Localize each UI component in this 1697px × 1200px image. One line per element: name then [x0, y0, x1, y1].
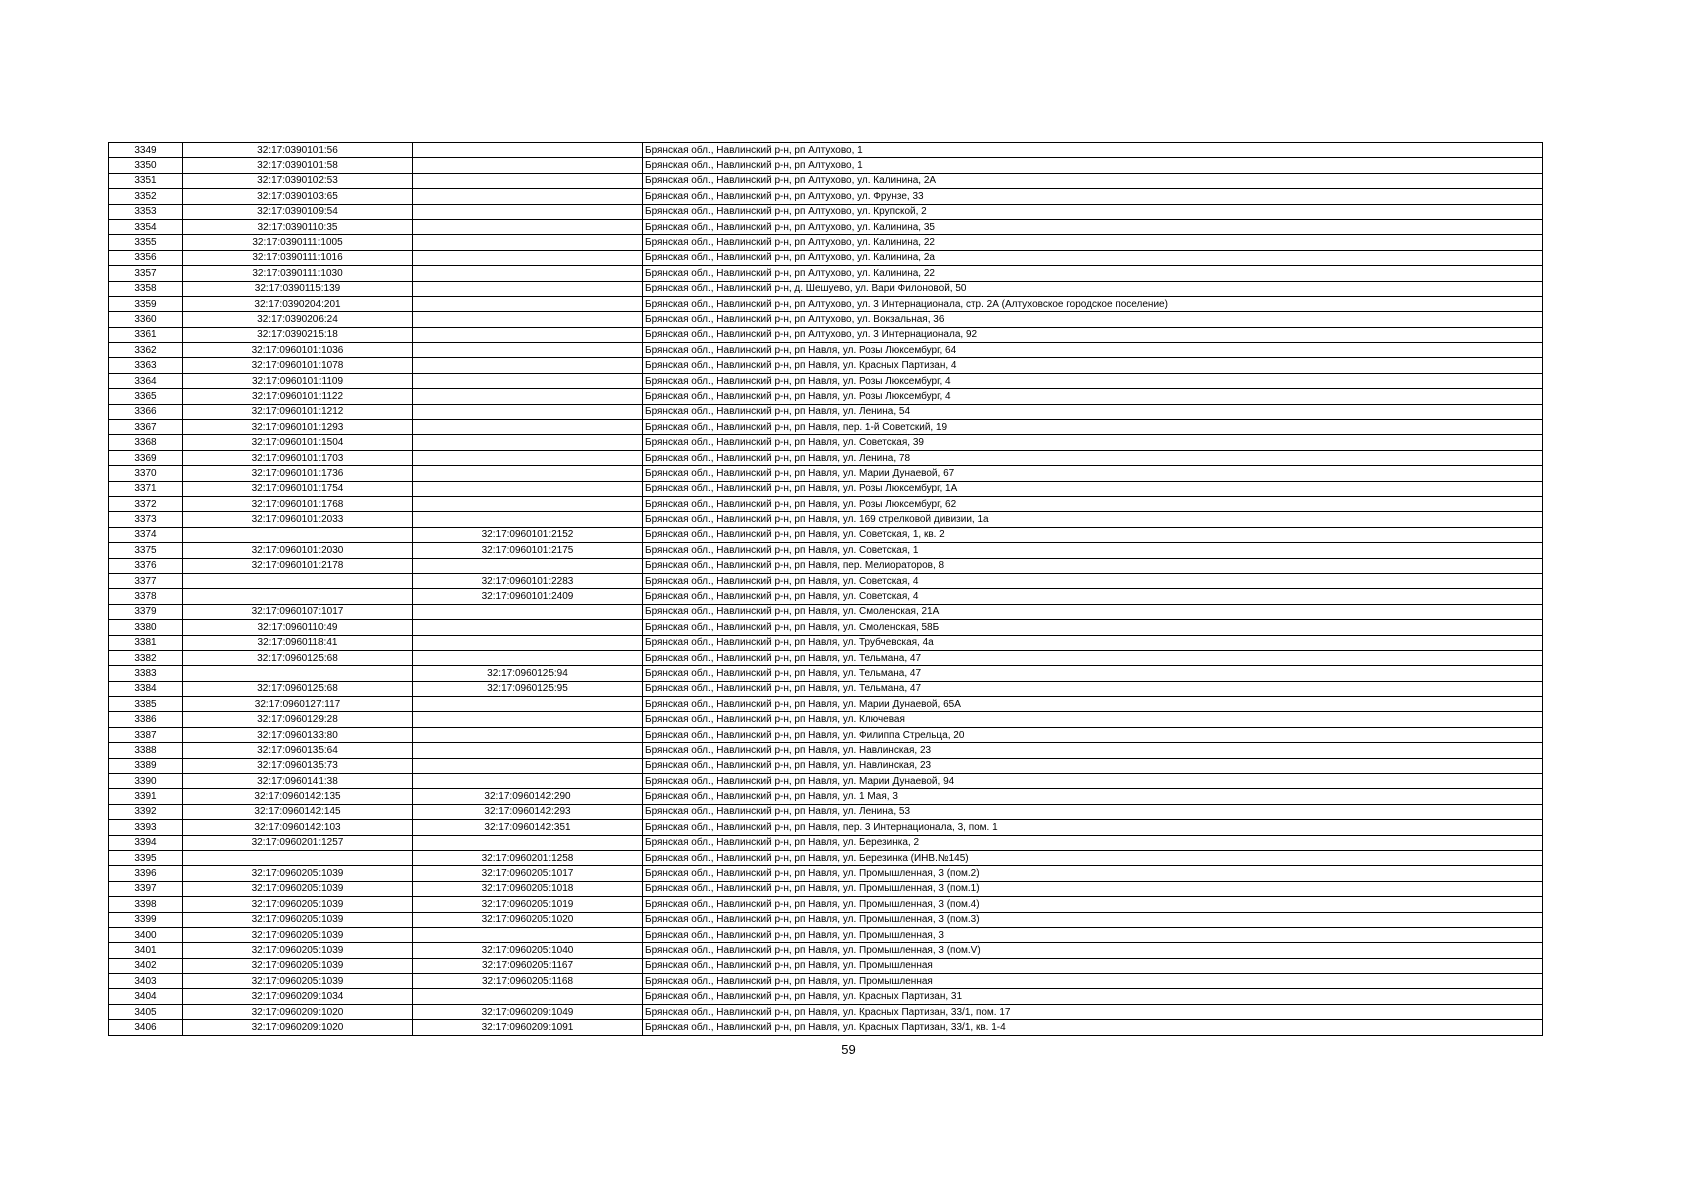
address-cell: Брянская обл., Навлинский р-н, рп Навля, ул. Промышленная, 3 (пом.1)	[643, 881, 1543, 896]
table-row	[109, 681, 1543, 696]
address-cell: Брянская обл., Навлинский р-н, рп Алтухово, ул. Калинина, 22	[643, 266, 1543, 281]
cadastral-number-cell: 32:17:0960135:73	[183, 758, 413, 773]
row-number-cell: 3350	[109, 158, 183, 173]
table-row	[109, 912, 1543, 927]
cadastral-number-cell: 32:17:0390204:201	[183, 296, 413, 311]
cadastral-number-cell: 32:17:0960209:1020	[183, 1004, 413, 1019]
row-number-cell: 3384	[109, 681, 183, 696]
row-number-cell: 3402	[109, 958, 183, 973]
row-number-cell: 3396	[109, 866, 183, 881]
cadastral-number-cell: 32:17:0390111:1030	[183, 266, 413, 281]
table-row	[109, 1020, 1543, 1035]
cadastral-number-cell: 32:17:0960101:1122	[183, 389, 413, 404]
cadastral-number-cell: 32:17:0390110:35	[183, 219, 413, 234]
row-number-cell: 3365	[109, 389, 183, 404]
row-number-cell: 3353	[109, 204, 183, 219]
cadastral-number-cell: 32:17:0960205:1039	[183, 958, 413, 973]
row-number-cell: 3379	[109, 604, 183, 619]
row-number-cell: 3399	[109, 912, 183, 927]
address-cell: Брянская обл., Навлинский р-н, рп Навля, ул. Промышленная, 3 (пом.V)	[643, 943, 1543, 958]
row-number-cell: 3381	[109, 635, 183, 650]
row-number-cell: 3392	[109, 804, 183, 819]
address-cell: Брянская обл., Навлинский р-н, рп Навля, ул. Филиппа Стрельца, 20	[643, 727, 1543, 742]
row-number-cell: 3388	[109, 743, 183, 758]
address-cell: Брянская обл., Навлинский р-н, рп Навля, ул. Промышленная, 3 (пом.3)	[643, 912, 1543, 927]
related-cadastral-number-cell: 32:17:0960201:1258	[413, 850, 643, 865]
table-row	[109, 897, 1543, 912]
row-number-cell: 3355	[109, 235, 183, 250]
table-row	[109, 712, 1543, 727]
table-row	[109, 527, 1543, 542]
address-cell: Брянская обл., Навлинский р-н, рп Навля, ул. Марии Дунаевой, 65А	[643, 697, 1543, 712]
row-number-cell: 3378	[109, 589, 183, 604]
address-cell: Брянская обл., Навлинский р-н, рп Навля, ул. Тельмана, 47	[643, 666, 1543, 681]
table-row	[109, 543, 1543, 558]
related-cadastral-number-cell	[413, 373, 643, 388]
related-cadastral-number-cell	[413, 650, 643, 665]
cadastral-number-cell: 32:17:0960205:1039	[183, 943, 413, 958]
related-cadastral-number-cell	[413, 312, 643, 327]
row-number-cell: 3372	[109, 496, 183, 511]
row-number-cell: 3386	[109, 712, 183, 727]
cadastral-number-cell: 32:17:0960101:1212	[183, 404, 413, 419]
related-cadastral-number-cell	[413, 219, 643, 234]
row-number-cell: 3404	[109, 989, 183, 1004]
row-number-cell: 3401	[109, 943, 183, 958]
table-row	[109, 158, 1543, 173]
related-cadastral-number-cell	[413, 389, 643, 404]
related-cadastral-number-cell	[413, 697, 643, 712]
address-cell: Брянская обл., Навлинский р-н, рп Навля, ул. Трубчевская, 4а	[643, 635, 1543, 650]
cadastral-number-cell: 32:17:0960205:1039	[183, 866, 413, 881]
table-row	[109, 697, 1543, 712]
table-row	[109, 974, 1543, 989]
address-cell: Брянская обл., Навлинский р-н, рп Навля, ул. Березинка (ИНВ.№145)	[643, 850, 1543, 865]
related-cadastral-number-cell	[413, 620, 643, 635]
table-row	[109, 466, 1543, 481]
address-cell: Брянская обл., Навлинский р-н, рп Навля, пер. Мелиораторов, 8	[643, 558, 1543, 573]
table-row	[109, 758, 1543, 773]
address-cell: Брянская обл., Навлинский р-н, рп Навля, ул. Розы Люксембург, 62	[643, 496, 1543, 511]
related-cadastral-number-cell: 32:17:0960205:1019	[413, 897, 643, 912]
related-cadastral-number-cell: 32:17:0960142:293	[413, 804, 643, 819]
cadastral-number-cell: 32:17:0960205:1039	[183, 881, 413, 896]
table-row	[109, 450, 1543, 465]
row-number-cell: 3387	[109, 727, 183, 742]
row-number-cell: 3383	[109, 666, 183, 681]
table-row	[109, 312, 1543, 327]
related-cadastral-number-cell: 32:17:0960205:1017	[413, 866, 643, 881]
row-number-cell: 3376	[109, 558, 183, 573]
cadastral-number-cell: 32:17:0960129:28	[183, 712, 413, 727]
table-row	[109, 558, 1543, 573]
related-cadastral-number-cell: 32:17:0960205:1020	[413, 912, 643, 927]
related-cadastral-number-cell	[413, 358, 643, 373]
cadastral-number-cell: 32:17:0960142:135	[183, 789, 413, 804]
row-number-cell: 3377	[109, 573, 183, 588]
table-row	[109, 666, 1543, 681]
row-number-cell: 3405	[109, 1004, 183, 1019]
row-number-cell: 3394	[109, 835, 183, 850]
row-number-cell: 3367	[109, 420, 183, 435]
cadastral-number-cell: 32:17:0960101:1293	[183, 420, 413, 435]
cadastral-number-cell: 32:17:0960101:1754	[183, 481, 413, 496]
row-number-cell: 3354	[109, 219, 183, 234]
row-number-cell: 3389	[109, 758, 183, 773]
row-number-cell: 3349	[109, 143, 183, 158]
table-row	[109, 143, 1543, 158]
related-cadastral-number-cell: 32:17:0960205:1167	[413, 958, 643, 973]
table-row	[109, 635, 1543, 650]
table-row	[109, 958, 1543, 973]
related-cadastral-number-cell: 32:17:0960205:1018	[413, 881, 643, 896]
address-cell: Брянская обл., Навлинский р-н, рп Алтухово, ул. Калинина, 2а	[643, 250, 1543, 265]
related-cadastral-number-cell	[413, 712, 643, 727]
table-row	[109, 774, 1543, 789]
row-number-cell: 3370	[109, 466, 183, 481]
cadastral-number-cell: 32:17:0960125:68	[183, 650, 413, 665]
registry-table-body	[109, 143, 1543, 1036]
table-row	[109, 1004, 1543, 1019]
cadastral-number-cell: 32:17:0960125:68	[183, 681, 413, 696]
table-row	[109, 850, 1543, 865]
address-cell: Брянская обл., Навлинский р-н, рп Навля, ул. Навлинская, 23	[643, 758, 1543, 773]
row-number-cell: 3351	[109, 173, 183, 188]
address-cell: Брянская обл., Навлинский р-н, рп Навля, ул. Красных Партизан, 33/1, кв. 1-4	[643, 1020, 1543, 1035]
related-cadastral-number-cell: 32:17:0960101:2175	[413, 543, 643, 558]
cadastral-number-cell: 32:17:0390103:65	[183, 189, 413, 204]
row-number-cell: 3352	[109, 189, 183, 204]
row-number-cell: 3364	[109, 373, 183, 388]
cadastral-number-cell	[183, 589, 413, 604]
cadastral-number-cell: 32:17:0960101:1768	[183, 496, 413, 511]
row-number-cell: 3374	[109, 527, 183, 542]
table-row	[109, 266, 1543, 281]
cadastral-number-cell: 32:17:0960101:1036	[183, 343, 413, 358]
cadastral-number-cell: 32:17:0960205:1039	[183, 897, 413, 912]
table-row	[109, 927, 1543, 942]
cadastral-number-cell: 32:17:0960135:64	[183, 743, 413, 758]
table-row	[109, 250, 1543, 265]
related-cadastral-number-cell	[413, 435, 643, 450]
cadastral-number-cell: 32:17:0960101:1109	[183, 373, 413, 388]
cadastral-number-cell: 32:17:0390102:53	[183, 173, 413, 188]
table-row	[109, 650, 1543, 665]
cadastral-number-cell: 32:17:0390111:1005	[183, 235, 413, 250]
related-cadastral-number-cell	[413, 512, 643, 527]
related-cadastral-number-cell: 32:17:0960125:95	[413, 681, 643, 696]
cadastral-number-cell: 32:17:0960110:49	[183, 620, 413, 635]
related-cadastral-number-cell	[413, 604, 643, 619]
table-row	[109, 496, 1543, 511]
cadastral-number-cell: 32:17:0960205:1039	[183, 912, 413, 927]
cadastral-number-cell: 32:17:0960101:1078	[183, 358, 413, 373]
related-cadastral-number-cell: 32:17:0960101:2283	[413, 573, 643, 588]
row-number-cell: 3390	[109, 774, 183, 789]
row-number-cell: 3368	[109, 435, 183, 450]
address-cell: Брянская обл., Навлинский р-н, рп Навля, ул. Смоленская, 58Б	[643, 620, 1543, 635]
table-row	[109, 573, 1543, 588]
cadastral-number-cell: 32:17:0960209:1020	[183, 1020, 413, 1035]
address-cell: Брянская обл., Навлинский р-н, рп Навля, ул. Березинка, 2	[643, 835, 1543, 850]
table-row	[109, 219, 1543, 234]
row-number-cell: 3406	[109, 1020, 183, 1035]
address-cell: Брянская обл., Навлинский р-н, рп Навля, ул. 1 Мая, 3	[643, 789, 1543, 804]
table-row	[109, 727, 1543, 742]
address-cell: Брянская обл., Навлинский р-н, рп Навля, ул. Ленина, 54	[643, 404, 1543, 419]
address-cell: Брянская обл., Навлинский р-н, рп Навля, ул. Красных Партизан, 4	[643, 358, 1543, 373]
related-cadastral-number-cell	[413, 204, 643, 219]
address-cell: Брянская обл., Навлинский р-н, рп Алтухово, ул. Фрунзе, 33	[643, 189, 1543, 204]
related-cadastral-number-cell	[413, 481, 643, 496]
address-cell: Брянская обл., Навлинский р-н, рп Навля, ул. Промышленная, 3	[643, 927, 1543, 942]
table-row	[109, 481, 1543, 496]
row-number-cell: 3363	[109, 358, 183, 373]
row-number-cell: 3359	[109, 296, 183, 311]
table-row	[109, 189, 1543, 204]
table-row	[109, 512, 1543, 527]
row-number-cell: 3375	[109, 543, 183, 558]
property-registry-table	[108, 142, 1543, 1036]
address-cell: Брянская обл., Навлинский р-н, рп Навля, ул. Промышленная, 3 (пом.2)	[643, 866, 1543, 881]
table-row	[109, 435, 1543, 450]
address-cell: Брянская обл., Навлинский р-н, рп Навля, ул. Ленина, 53	[643, 804, 1543, 819]
related-cadastral-number-cell	[413, 774, 643, 789]
table-row	[109, 589, 1543, 604]
related-cadastral-number-cell: 32:17:0960209:1049	[413, 1004, 643, 1019]
cadastral-number-cell: 32:17:0390109:54	[183, 204, 413, 219]
related-cadastral-number-cell: 32:17:0960142:351	[413, 820, 643, 835]
related-cadastral-number-cell	[413, 927, 643, 942]
row-number-cell: 3391	[109, 789, 183, 804]
related-cadastral-number-cell	[413, 496, 643, 511]
cadastral-number-cell: 32:17:0960101:2178	[183, 558, 413, 573]
related-cadastral-number-cell	[413, 635, 643, 650]
address-cell: Брянская обл., Навлинский р-н, рп Навля, ул. Советская, 1	[643, 543, 1543, 558]
table-row	[109, 373, 1543, 388]
table-row	[109, 296, 1543, 311]
related-cadastral-number-cell	[413, 835, 643, 850]
cadastral-number-cell: 32:17:0960101:1703	[183, 450, 413, 465]
table-row	[109, 358, 1543, 373]
row-number-cell: 3385	[109, 697, 183, 712]
related-cadastral-number-cell	[413, 189, 643, 204]
cadastral-number-cell: 32:17:0960205:1039	[183, 974, 413, 989]
related-cadastral-number-cell	[413, 727, 643, 742]
table-row	[109, 235, 1543, 250]
cadastral-number-cell: 32:17:0960142:103	[183, 820, 413, 835]
table-row	[109, 804, 1543, 819]
row-number-cell: 3369	[109, 450, 183, 465]
related-cadastral-number-cell: 32:17:0960205:1168	[413, 974, 643, 989]
cadastral-number-cell: 32:17:0960209:1034	[183, 989, 413, 1004]
related-cadastral-number-cell: 32:17:0960101:2152	[413, 527, 643, 542]
table-row	[109, 420, 1543, 435]
cadastral-number-cell	[183, 527, 413, 542]
address-cell: Брянская обл., Навлинский р-н, рп Навля, пер. 3 Интернационала, 3, пом. 1	[643, 820, 1543, 835]
cadastral-number-cell: 32:17:0390215:18	[183, 327, 413, 342]
document-sheet	[108, 142, 1542, 1036]
table-row	[109, 943, 1543, 958]
related-cadastral-number-cell	[413, 558, 643, 573]
address-cell: Брянская обл., Навлинский р-н, рп Навля, ул. Розы Люксембург, 4	[643, 389, 1543, 404]
address-cell: Брянская обл., Навлинский р-н, рп Навля, ул. Промышленная	[643, 974, 1543, 989]
address-cell: Брянская обл., Навлинский р-н, рп Навля, ул. Тельмана, 47	[643, 650, 1543, 665]
address-cell: Брянская обл., Навлинский р-н, рп Навля, ул. Марии Дунаевой, 67	[643, 466, 1543, 481]
address-cell: Брянская обл., Навлинский р-н, рп Навля, ул. 169 стрелковой дивизии, 1а	[643, 512, 1543, 527]
row-number-cell: 3373	[109, 512, 183, 527]
cadastral-number-cell: 32:17:0960201:1257	[183, 835, 413, 850]
address-cell: Брянская обл., Навлинский р-н, рп Алтухово, ул. Калинина, 2А	[643, 173, 1543, 188]
cadastral-number-cell: 32:17:0960101:2030	[183, 543, 413, 558]
related-cadastral-number-cell	[413, 450, 643, 465]
related-cadastral-number-cell: 32:17:0960142:290	[413, 789, 643, 804]
page-number: 59	[841, 1042, 856, 1057]
table-row	[109, 173, 1543, 188]
related-cadastral-number-cell: 32:17:0960101:2409	[413, 589, 643, 604]
related-cadastral-number-cell	[413, 327, 643, 342]
cadastral-number-cell: 32:17:0390206:24	[183, 312, 413, 327]
related-cadastral-number-cell	[413, 281, 643, 296]
related-cadastral-number-cell	[413, 466, 643, 481]
row-number-cell: 3360	[109, 312, 183, 327]
table-row	[109, 989, 1543, 1004]
cadastral-number-cell: 32:17:0960101:1504	[183, 435, 413, 450]
table-row	[109, 343, 1543, 358]
row-number-cell: 3403	[109, 974, 183, 989]
related-cadastral-number-cell	[413, 235, 643, 250]
cadastral-number-cell	[183, 573, 413, 588]
address-cell: Брянская обл., Навлинский р-н, рп Навля, ул. Промышленная	[643, 958, 1543, 973]
table-row	[109, 866, 1543, 881]
row-number-cell: 3358	[109, 281, 183, 296]
related-cadastral-number-cell: 32:17:0960125:94	[413, 666, 643, 681]
cadastral-number-cell: 32:17:0960101:2033	[183, 512, 413, 527]
related-cadastral-number-cell	[413, 758, 643, 773]
address-cell: Брянская обл., Навлинский р-н, рп Навля, ул. Розы Люксембург, 1А	[643, 481, 1543, 496]
address-cell: Брянская обл., Навлинский р-н, рп Навля, ул. Розы Люксембург, 64	[643, 343, 1543, 358]
cadastral-number-cell: 32:17:0960205:1039	[183, 927, 413, 942]
table-row	[109, 327, 1543, 342]
row-number-cell: 3362	[109, 343, 183, 358]
related-cadastral-number-cell	[413, 250, 643, 265]
row-number-cell: 3400	[109, 927, 183, 942]
cadastral-number-cell: 32:17:0960141:38	[183, 774, 413, 789]
table-row	[109, 204, 1543, 219]
cadastral-number-cell	[183, 666, 413, 681]
address-cell: Брянская обл., Навлинский р-н, рп Навля, ул. Тельмана, 47	[643, 681, 1543, 696]
related-cadastral-number-cell: 32:17:0960209:1091	[413, 1020, 643, 1035]
cadastral-number-cell: 32:17:0390101:56	[183, 143, 413, 158]
table-row	[109, 881, 1543, 896]
address-cell: Брянская обл., Навлинский р-н, рп Алтухово, ул. Калинина, 22	[643, 235, 1543, 250]
address-cell: Брянская обл., Навлинский р-н, рп Алтухово, ул. 3 Интернационала, 92	[643, 327, 1543, 342]
related-cadastral-number-cell	[413, 173, 643, 188]
related-cadastral-number-cell	[413, 743, 643, 758]
address-cell: Брянская обл., Навлинский р-н, рп Алтухово, ул. Калинина, 35	[643, 219, 1543, 234]
cadastral-number-cell: 32:17:0960107:1017	[183, 604, 413, 619]
cadastral-number-cell: 32:17:0960127:117	[183, 697, 413, 712]
address-cell: Брянская обл., Навлинский р-н, рп Навля, ул. Красных Партизан, 33/1, пом. 17	[643, 1004, 1543, 1019]
cadastral-number-cell: 32:17:0390115:139	[183, 281, 413, 296]
related-cadastral-number-cell	[413, 420, 643, 435]
table-row	[109, 743, 1543, 758]
row-number-cell: 3366	[109, 404, 183, 419]
row-number-cell: 3393	[109, 820, 183, 835]
table-row	[109, 604, 1543, 619]
address-cell: Брянская обл., Навлинский р-н, рп Навля, ул. Смоленская, 21А	[643, 604, 1543, 619]
address-cell: Брянская обл., Навлинский р-н, рп Навля, ул. Розы Люксембург, 4	[643, 373, 1543, 388]
row-number-cell: 3382	[109, 650, 183, 665]
table-row	[109, 389, 1543, 404]
cadastral-number-cell: 32:17:0390101:58	[183, 158, 413, 173]
row-number-cell: 3361	[109, 327, 183, 342]
cadastral-number-cell: 32:17:0960101:1736	[183, 466, 413, 481]
related-cadastral-number-cell	[413, 158, 643, 173]
row-number-cell: 3395	[109, 850, 183, 865]
related-cadastral-number-cell	[413, 143, 643, 158]
address-cell: Брянская обл., Навлинский р-н, рп Навля, ул. Навлинская, 23	[643, 743, 1543, 758]
cadastral-number-cell: 32:17:0960142:145	[183, 804, 413, 819]
table-row	[109, 281, 1543, 296]
address-cell: Брянская обл., Навлинский р-н, рп Навля, ул. Промышленная, 3 (пом.4)	[643, 897, 1543, 912]
address-cell: Брянская обл., Навлинский р-н, рп Навля, ул. Советская, 4	[643, 573, 1543, 588]
address-cell: Брянская обл., Навлинский р-н, рп Навля, пер. 1-й Советский, 19	[643, 420, 1543, 435]
row-number-cell: 3397	[109, 881, 183, 896]
address-cell: Брянская обл., Навлинский р-н, рп Алтухово, 1	[643, 143, 1543, 158]
cadastral-number-cell: 32:17:0390111:1016	[183, 250, 413, 265]
cadastral-number-cell: 32:17:0960133:80	[183, 727, 413, 742]
cadastral-number-cell: 32:17:0960118:41	[183, 635, 413, 650]
related-cadastral-number-cell: 32:17:0960205:1040	[413, 943, 643, 958]
row-number-cell: 3371	[109, 481, 183, 496]
address-cell: Брянская обл., Навлинский р-н, рп Навля, ул. Ленина, 78	[643, 450, 1543, 465]
address-cell: Брянская обл., Навлинский р-н, рп Навля, ул. Красных Партизан, 31	[643, 989, 1543, 1004]
address-cell: Брянская обл., Навлинский р-н, рп Алтухово, ул. Вокзальная, 36	[643, 312, 1543, 327]
related-cadastral-number-cell	[413, 296, 643, 311]
table-row	[109, 820, 1543, 835]
address-cell: Брянская обл., Навлинский р-н, д. Шешуево, ул. Вари Филоновой, 50	[643, 281, 1543, 296]
address-cell: Брянская обл., Навлинский р-н, рп Навля, ул. Советская, 1, кв. 2	[643, 527, 1543, 542]
table-row	[109, 620, 1543, 635]
table-row	[109, 789, 1543, 804]
row-number-cell: 3380	[109, 620, 183, 635]
address-cell: Брянская обл., Навлинский р-н, рп Навля, ул. Ключевая	[643, 712, 1543, 727]
address-cell: Брянская обл., Навлинский р-н, рп Алтухово, ул. Крупской, 2	[643, 204, 1543, 219]
related-cadastral-number-cell	[413, 404, 643, 419]
cadastral-number-cell	[183, 850, 413, 865]
address-cell: Брянская обл., Навлинский р-н, рп Навля, ул. Советская, 39	[643, 435, 1543, 450]
address-cell: Брянская обл., Навлинский р-н, рп Навля, ул. Марии Дунаевой, 94	[643, 774, 1543, 789]
row-number-cell: 3356	[109, 250, 183, 265]
row-number-cell: 3398	[109, 897, 183, 912]
related-cadastral-number-cell	[413, 343, 643, 358]
row-number-cell: 3357	[109, 266, 183, 281]
table-row	[109, 404, 1543, 419]
address-cell: Брянская обл., Навлинский р-н, рп Алтухово, ул. 3 Интернационала, стр. 2А (Алтуховское городское поселение)	[643, 296, 1543, 311]
address-cell: Брянская обл., Навлинский р-н, рп Навля, ул. Советская, 4	[643, 589, 1543, 604]
address-cell: Брянская обл., Навлинский р-н, рп Алтухово, 1	[643, 158, 1543, 173]
related-cadastral-number-cell	[413, 989, 643, 1004]
table-row	[109, 835, 1543, 850]
related-cadastral-number-cell	[413, 266, 643, 281]
